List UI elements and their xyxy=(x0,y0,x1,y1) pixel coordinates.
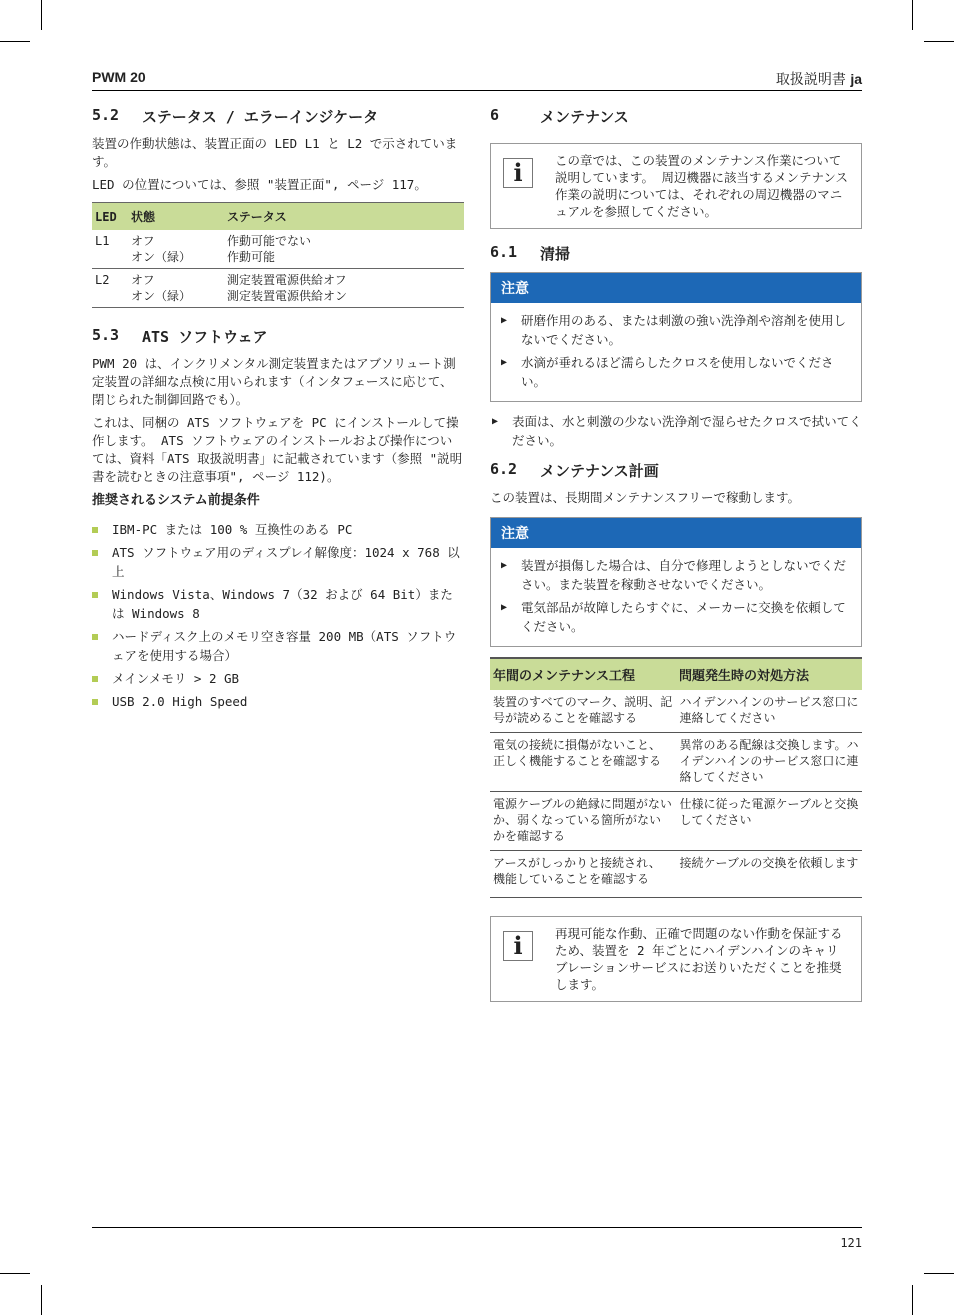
table-row: 電気の接続に損傷がないこと、正しく機能することを確認する 異常のある配線は交換します。ハイデンハインのサービス窓口に連絡してください xyxy=(490,733,862,792)
table-row: L1 オフ オン（緑） 作動可能でない 作動可能 xyxy=(92,230,464,269)
list-item: ATS ソフトウェア用のディスプレイ解像度：1024 x 768 以上 xyxy=(92,543,464,581)
arrow-icon: ▶ xyxy=(501,357,508,368)
crop-mark xyxy=(912,1285,913,1315)
notice-title: 注意 xyxy=(491,273,861,303)
arrow-icon: ▶ xyxy=(501,315,508,326)
action-step: ▶ 表面は、水と刺激の少ない洗浄剤で湿らせたクロスで拭いてください。 xyxy=(492,414,862,448)
table-header: ステータス xyxy=(224,203,464,231)
crop-mark xyxy=(41,0,42,30)
crop-mark xyxy=(0,41,30,42)
list-item: ▶ 研磨作用のある、または刺激の強い洗浄剤や溶剤を使用しないでください。 xyxy=(501,313,847,347)
list-item: Windows Vista、Windows 7（32 および 64 Bit）または Windows 8 xyxy=(92,585,464,623)
crop-mark xyxy=(0,1273,30,1274)
crop-mark xyxy=(924,1273,954,1274)
arrow-icon: ▶ xyxy=(492,416,499,427)
list-item: USB 2.0 High Speed xyxy=(92,692,464,711)
crop-mark xyxy=(924,41,954,42)
list-item: ▶ 装置が損傷した場合は、自分で修理しようとしないでください。また装置を稼動させないでください。 xyxy=(501,558,847,592)
header-manual: 取扱説明書 ja xyxy=(775,71,862,88)
paragraph: これは、同梱の ATS ソフトウェアを PC にインストールして操作します。 ATS ソフトウェアのインストールおよび操作については、資料「ATS 取扱説明書」に記載されています（参照 "説明書を読むときの注意事項", ページ 112)。 xyxy=(92,415,463,484)
paragraph: PWM 20 は、インクリメンタル測定装置またはアブソリュート測定装置の詳細な点検に用いられます（インタフェースに応じて、閉じられた制御回路でも）。 xyxy=(92,356,456,407)
table-header: 問題発生時の対処方法 xyxy=(676,658,862,690)
section-6-1-heading: 6.1 清掃 xyxy=(490,243,571,263)
section-5-2-heading: 5.2 ステータス / エラーインジケータ xyxy=(92,106,379,126)
section-5-3-heading: 5.3 ATS ソフトウェア xyxy=(92,326,268,346)
paragraph: 装置の作動状態は、装置正面の LED L1 と L2 で示されています。 xyxy=(92,136,458,169)
led-status-table xyxy=(92,202,464,308)
paragraph: この装置は、長期間メンテナンスフリーで稼動します。 xyxy=(490,490,801,505)
list-item: IBM-PC または 100 % 互換性のある PC xyxy=(92,520,464,539)
list-item: ハードディスク上のメモリ空き容量 200 MB（ATS ソフトウェアを使用する場合） xyxy=(92,627,464,665)
page-number: 121 xyxy=(840,1236,862,1250)
table-header: 年間のメンテナンス工程 xyxy=(490,658,676,690)
paragraph: LED の位置については、参照 "装置正面", ページ 117。 xyxy=(92,177,427,192)
notice-box xyxy=(490,272,862,402)
table-row: 装置のすべてのマーク、説明、記号が読めることを確認する ハイデンハインのサービス窓口に連絡してください xyxy=(490,690,862,733)
table-header: 状態 xyxy=(128,203,224,231)
info-box: i この章では、この装置のメンテナンス作業について説明しています。 周辺機器に該当するメンテナンス作業の説明については、それぞれの周辺機器のマニュアルを参照してください。 xyxy=(490,143,862,229)
section-6-heading: 6 メンテナンス xyxy=(490,106,629,126)
right-column xyxy=(490,106,862,1016)
requirements-title: 推奨されるシステム前提条件 xyxy=(92,493,260,508)
crop-mark xyxy=(41,1285,42,1315)
table-row: 電源ケーブルの絶縁に問題がないか、弱くなっている箇所がないかを確認する 仕様に従った電源ケーブルと交換してください xyxy=(490,792,862,851)
crop-mark xyxy=(912,0,913,30)
arrow-icon: ▶ xyxy=(501,602,508,613)
arrow-icon: ▶ xyxy=(501,560,508,571)
list-item: メインメモリ > 2 GB xyxy=(92,669,464,688)
table-row: アースがしっかりと接続され、機能していることを確認する 接続ケーブルの交換を依頼します xyxy=(490,851,862,898)
header-rule xyxy=(92,90,862,91)
table-row: L2 オフ オン（緑） 測定装置電源供給オフ 測定装置電源供給オン xyxy=(92,269,464,308)
info-icon: i xyxy=(503,931,533,961)
table-header: LED xyxy=(92,203,128,231)
header-product: PWM 20 xyxy=(92,69,146,85)
info-icon: i xyxy=(503,158,533,188)
left-column xyxy=(92,106,464,715)
section-6-2-heading: 6.2 メンテナンス計画 xyxy=(490,460,659,480)
info-box: i 再現可能な作動、正確で問題のない作動を保証するため、装置を 2 年ごとにハイデンハインのキャリブレーションサービスにお送りいただくことを推奨します。 xyxy=(490,916,862,1002)
notice-title: 注意 xyxy=(491,518,861,548)
list-item: ▶ 電気部品が故障したらすぐに、メーカーに交換を依頼してください。 xyxy=(501,600,846,634)
footer-rule xyxy=(92,1227,862,1228)
requirements-list xyxy=(92,520,464,711)
notice-box xyxy=(490,517,862,647)
list-item: ▶ 水滴が垂れるほど濡らしたクロスを使用しないでください。 xyxy=(501,355,834,389)
maintenance-table xyxy=(490,657,862,898)
